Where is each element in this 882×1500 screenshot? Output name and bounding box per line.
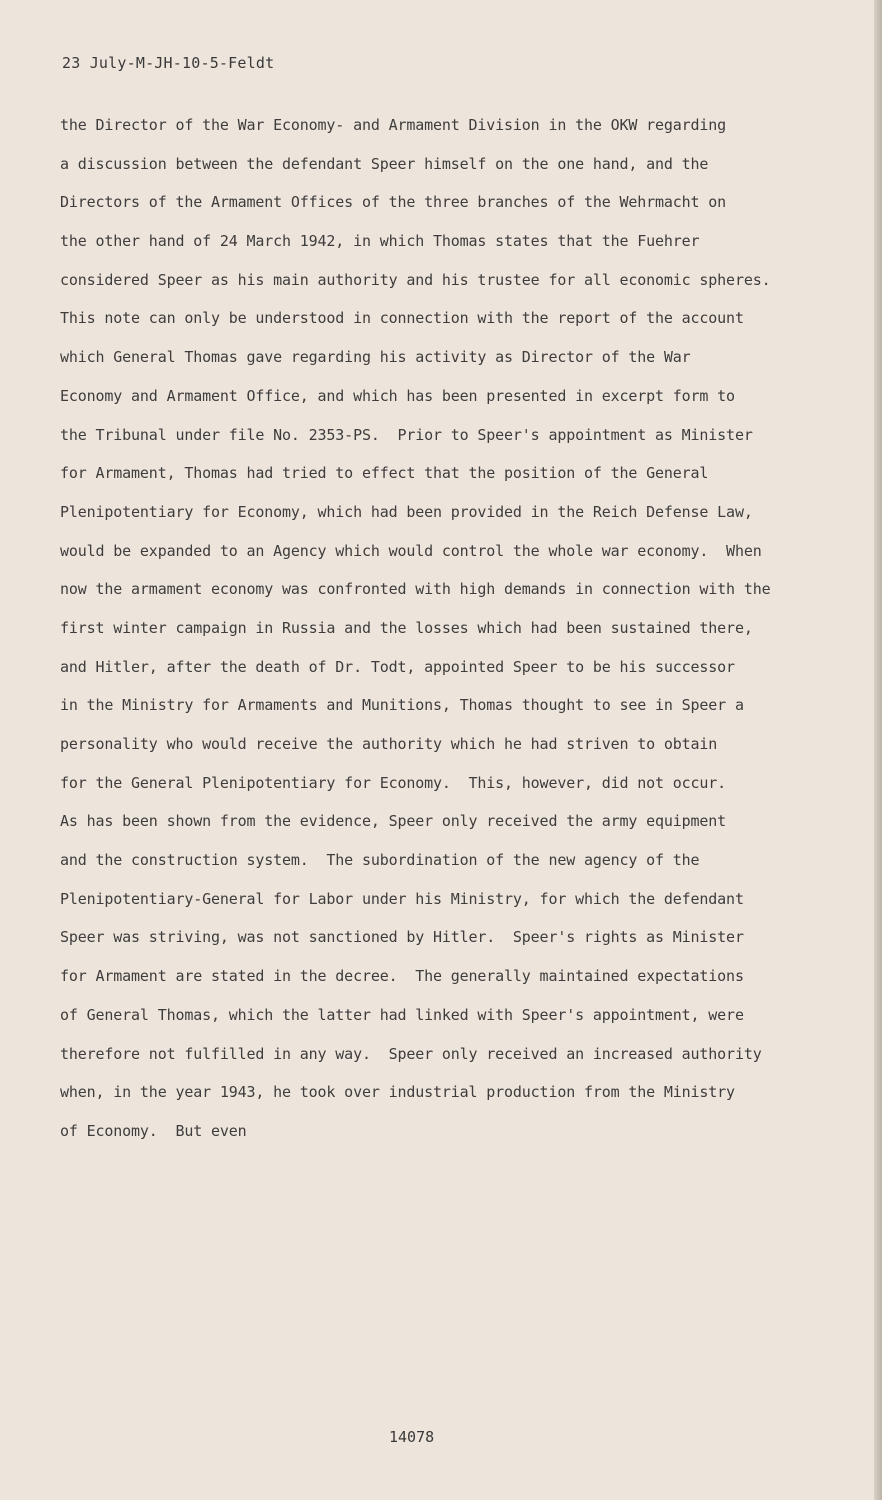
text-line: Directors of the Armament Offices of the three branches of the Wehrmacht on — [60, 193, 727, 212]
text-line: Economy and Armament Office, and which has been presented in excerpt form to — [60, 386, 735, 405]
text-line: of General Thomas, which the latter had linked with Speer's appointment, were — [60, 1005, 744, 1024]
text-line: for Armament are stated in the decree. The generally maintained expectations — [60, 967, 744, 986]
text-line: As has been shown from the evidence, Speer only received the army equipment — [60, 812, 727, 831]
text-line: This note can only be understood in connection with the report of the account — [60, 309, 744, 328]
text-line: for the General Plenipotentiary for Economy. This, however, did not occur. — [60, 773, 727, 792]
text-line: would be expanded to an Agency which would control the whole war economy. When — [60, 541, 762, 560]
text-line: which General Thomas gave regarding his activity as Director of the War — [60, 348, 691, 367]
text-line: and the construction system. The subordination of the new agency of the — [60, 851, 700, 870]
text-line: the other hand of 24 March 1942, in which Thomas states that the Fuehrer — [60, 232, 700, 251]
page-edge-shadow — [874, 0, 882, 1500]
text-line: Plenipotentiary-General for Labor under his Ministry, for which the defendant — [60, 889, 744, 908]
text-line: Plenipotentiary for Economy, which had been provided in the Reich Defense Law, — [60, 502, 753, 521]
text-line: now the armament economy was confronted with high demands in connection with the — [60, 580, 771, 599]
text-line: when, in the year 1943, he took over industrial production from the Ministry — [60, 1083, 735, 1102]
document-header: 23 July-M-JH-10-5-Feldt — [62, 54, 275, 72]
text-line: the Director of the War Economy- and Armament Division in the OKW regarding — [60, 116, 727, 134]
text-line: a discussion between the defendant Speer himself on the one hand, and the — [60, 154, 709, 173]
text-line: of Economy. But even — [60, 1121, 247, 1140]
text-line: personality who would receive the authority which he had striven to obtain — [60, 735, 718, 753]
text-line: therefore not fulfilled in any way. Speer only received an increased authority — [60, 1044, 762, 1063]
text-line: and Hitler, after the death of Dr. Todt, appointed Speer to be his successor — [60, 657, 735, 676]
text-line: for Armament, Thomas had tried to effect that the position of the General — [60, 464, 709, 483]
text-line: Speer was striving, was not sanctioned by Hitler. Speer's rights as Minister — [60, 928, 744, 947]
text-line: the Tribunal under file No. 2353-PS. Prior to Speer's appointment as Minister — [60, 425, 753, 444]
text-line: in the Ministry for Armaments and Munitions, Thomas thought to see in Speer a — [60, 696, 744, 715]
page-number: 14078 — [389, 1428, 435, 1446]
text-line: first winter campaign in Russia and the losses which had been sustained there, — [60, 618, 753, 637]
text-line: considered Speer as his main authority and his trustee for all economic spheres. — [60, 270, 771, 289]
document-body — [60, 110, 840, 1155]
